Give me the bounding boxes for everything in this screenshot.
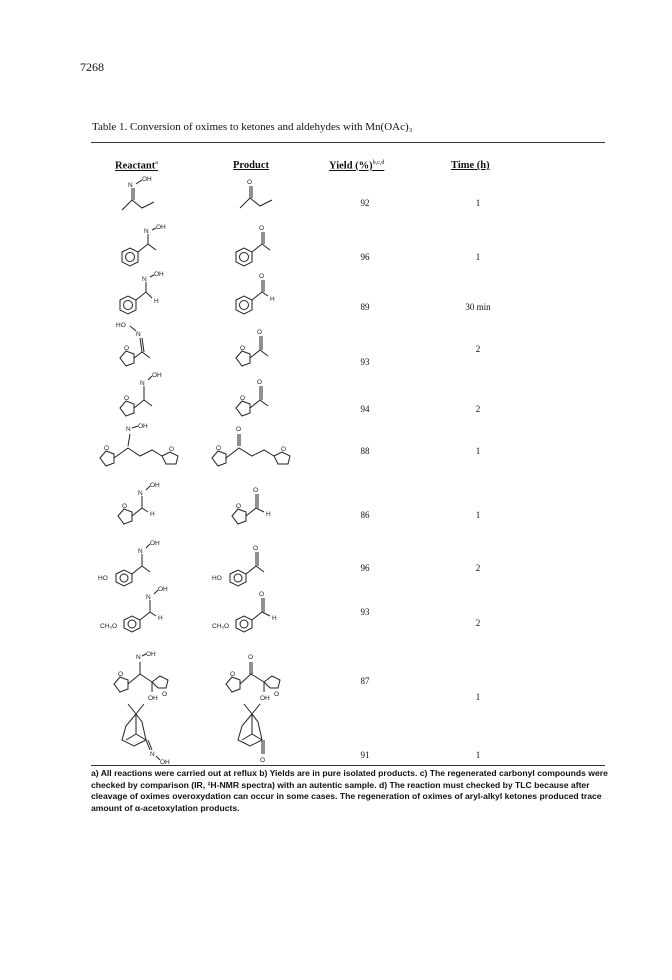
svg-text:N: N	[136, 654, 141, 661]
svg-text:O: O	[257, 379, 263, 386]
yield-cell: 89	[360, 302, 370, 312]
yield-cell: 86	[360, 510, 370, 520]
svg-text:O: O	[247, 179, 253, 186]
header-time: Time (h)	[451, 160, 490, 171]
header-reactant: Reactant$^a$	[115, 160, 158, 172]
svg-text:H: H	[158, 615, 163, 622]
svg-text:OH: OH	[146, 651, 156, 658]
svg-text:N: N	[128, 182, 133, 189]
svg-text:O: O	[122, 503, 128, 510]
yield-cell: 93	[360, 357, 370, 367]
svg-text:H: H	[272, 615, 277, 622]
svg-text:CH₃O: CH₃O	[100, 623, 118, 630]
svg-text:N: N	[146, 594, 151, 601]
svg-text:N: N	[138, 490, 143, 497]
svg-text:N: N	[140, 380, 145, 387]
svg-text:O: O	[104, 445, 110, 452]
table-footnote: a) All reactions were carried out at reflux b) Yields are in pure isolated products. c) The regenerated carbonyl compounds were checked by comparison (IR, ¹H-NMR spectra) with an autentic sample. d) The reaction must checked by TLC because after cleavage of oximes overoxydation can occur in some cases. The regeneration of oximes of aryl-alkyl ketones produced trace amount of α-acetoxylation products.	[91, 768, 608, 813]
svg-text:HO: HO	[212, 575, 222, 582]
product-structure	[228, 366, 290, 426]
time-cell: 2	[475, 404, 481, 414]
svg-text:OH: OH	[150, 540, 160, 547]
svg-text:OH: OH	[150, 482, 160, 489]
yield-cell: 93	[360, 607, 370, 617]
svg-text:CH₃O: CH₃O	[212, 623, 230, 630]
svg-text:O: O	[162, 691, 168, 698]
reactant-structure	[100, 584, 186, 636]
svg-text:O: O	[259, 225, 265, 232]
table-top-rule	[91, 142, 605, 143]
svg-text:OH: OH	[158, 586, 168, 593]
reactant-structure	[112, 222, 172, 274]
svg-text:H: H	[150, 511, 155, 518]
svg-text:HO: HO	[98, 575, 108, 582]
time-cell: 1	[475, 750, 481, 760]
svg-text:O: O	[169, 446, 175, 453]
svg-text:O: O	[274, 691, 280, 698]
table-bottom-rule	[91, 765, 605, 766]
svg-text:OH: OH	[152, 372, 162, 379]
svg-text:H: H	[266, 511, 271, 518]
svg-text:O: O	[240, 345, 246, 352]
yield-cell: 91	[360, 750, 370, 760]
svg-text:O: O	[260, 757, 266, 764]
product-structure	[212, 580, 298, 636]
svg-text:OH: OH	[138, 423, 148, 430]
product-structure	[226, 478, 292, 534]
svg-text:O: O	[281, 446, 287, 453]
reactant-structure	[112, 172, 172, 216]
reactant-structure	[112, 366, 174, 426]
time-cell: 2	[475, 563, 481, 573]
svg-text:N: N	[126, 426, 131, 433]
time-cell: 2	[475, 618, 481, 628]
svg-text:OH: OH	[154, 271, 164, 278]
svg-text:O: O	[257, 329, 263, 336]
svg-text:N: N	[150, 751, 155, 758]
svg-text:N: N	[142, 276, 147, 283]
time-cell: 1	[475, 198, 481, 208]
table-caption: Table 1. Conversion of oximes to ketones and aldehydes with Mn(OAc)₃	[92, 121, 413, 133]
product-structure	[222, 650, 304, 704]
svg-text:OH: OH	[148, 695, 158, 702]
yield-cell: 87	[360, 676, 370, 686]
page-number: 7268	[80, 60, 104, 74]
yield-cell: 96	[360, 563, 370, 573]
svg-text:H: H	[270, 296, 275, 303]
svg-text:O: O	[236, 426, 242, 433]
yield-cell: 88	[360, 446, 370, 456]
svg-text:O: O	[124, 395, 130, 402]
yield-cell: 92	[360, 198, 370, 208]
svg-text:O: O	[253, 487, 259, 494]
time-cell: 30 min	[465, 302, 491, 312]
reactant-structure	[112, 478, 178, 534]
time-cell: 1	[475, 510, 481, 520]
svg-text:HO: HO	[116, 322, 126, 329]
yield-cell: 94	[360, 404, 370, 414]
reactant-structure	[98, 532, 178, 590]
svg-text:H: H	[154, 298, 159, 305]
svg-text:O: O	[259, 273, 265, 280]
svg-text:OH: OH	[156, 224, 166, 231]
reactant-structure	[94, 422, 194, 474]
svg-text:O: O	[259, 591, 265, 598]
svg-text:N: N	[144, 228, 149, 235]
product-structure	[230, 218, 290, 274]
svg-text:OH: OH	[260, 695, 270, 702]
svg-text:O: O	[236, 503, 242, 510]
svg-text:OH: OH	[160, 759, 170, 766]
svg-text:O: O	[248, 654, 254, 661]
svg-text:O: O	[230, 671, 236, 678]
time-cell: 1	[475, 446, 481, 456]
time-cell: 1	[475, 252, 481, 262]
svg-text:N: N	[138, 548, 143, 555]
yield-cell: 96	[360, 252, 370, 262]
svg-text:O: O	[216, 445, 222, 452]
product-structure	[232, 174, 292, 214]
time-cell: 2	[475, 344, 481, 354]
svg-text:N: N	[136, 331, 141, 338]
svg-text:O: O	[240, 395, 246, 402]
time-cell: 1	[475, 692, 481, 702]
reactant-structure	[112, 700, 178, 766]
product-structure	[228, 700, 288, 766]
svg-text:O: O	[253, 545, 259, 552]
svg-text:O: O	[124, 345, 130, 352]
header-yield: Yield (%)$^{b,c,d}$	[329, 160, 385, 172]
svg-text:OH: OH	[142, 176, 152, 183]
reactant-structure	[110, 650, 192, 704]
svg-text:O: O	[118, 671, 124, 678]
header-product: Product	[233, 160, 269, 171]
product-structure	[206, 422, 306, 474]
